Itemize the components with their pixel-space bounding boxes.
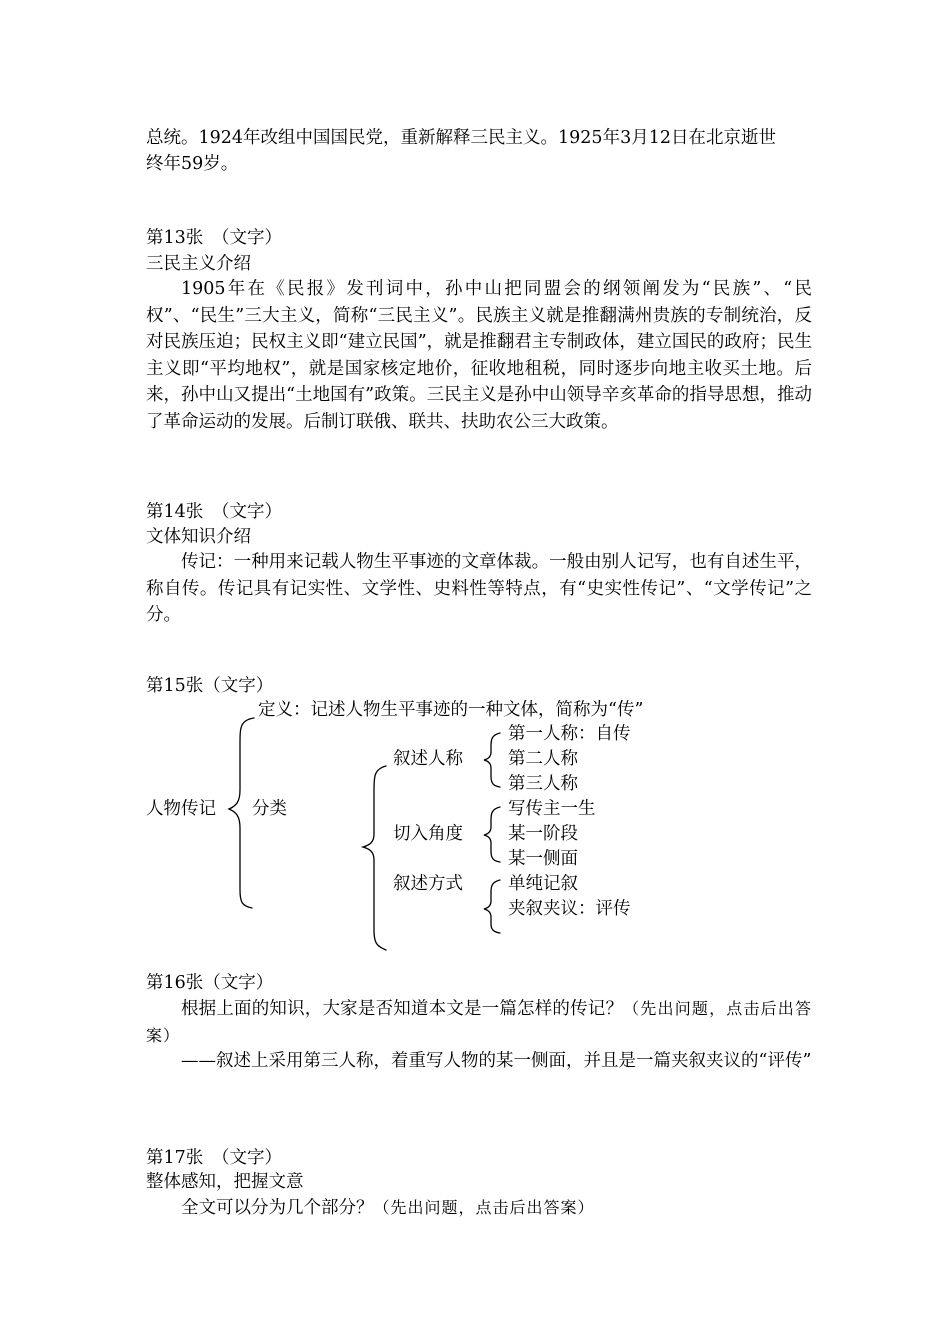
intro-line-2: 终年59岁。 — [146, 154, 239, 174]
diagram-narration-method: 叙述方式 — [393, 874, 463, 894]
diagram-leaf: 写传主一生 — [508, 799, 596, 819]
diagram-classify: 分类 — [252, 799, 287, 819]
slide-14-title: 文体知识介绍 — [146, 527, 251, 547]
brace-root — [229, 718, 254, 908]
slide-15-heading: 第15张（文字） — [146, 676, 274, 696]
diagram-narration-person: 叙述人称 — [393, 749, 463, 769]
slide-13-heading: 第13张 （文字） — [146, 228, 283, 248]
diagram-leaf: 单纯记叙 — [508, 874, 578, 894]
diagram-definition: 定义：记述人物生平事迹的一种文体，简称为“传” — [258, 700, 644, 720]
diagram-leaf: 第二人称 — [508, 749, 578, 769]
slide-17-title: 整体感知，把握文意 — [146, 1172, 304, 1192]
diagram-root: 人物传记 — [146, 799, 216, 819]
slide-13-title: 三民主义介绍 — [146, 254, 251, 274]
question-text: 全文可以分为几个部分？ — [181, 1198, 374, 1218]
slide-16-question — [146, 996, 812, 1049]
question-note: （先出问题，点击后出答案） — [146, 999, 812, 1045]
slide-17-question — [146, 1195, 812, 1222]
brace-narration-method — [484, 880, 500, 933]
slide-16-heading: 第16张（文字） — [146, 973, 274, 993]
diagram-entry-angle: 切入角度 — [393, 824, 463, 844]
slide-13-body: 1905年在《民报》发刊词中，孙中山把同盟会的纲领阐发为“民族”、“民权”、“民生”三大主义，简称“三民主义”。民族主义就是推翻满州贵族的专制统治，反对民族压迫；民权主义即“建立民国”，就是推翻君主专制政体，建立国民的政府；民生主义即“平均地权”，就是国家核定地价，征收地租税，同时逐步向地主收买土地。后来，孙中山又提出“土地国有”政策。三民主义是孙中山领导辛亥革命的指导思想，推动了革命运动的发展。后制订联俄、联共、扶助农公三大政策。 — [146, 279, 812, 432]
diagram-leaf: 第一人称：自传 — [508, 724, 631, 744]
brace-narration-person — [484, 733, 500, 787]
question-text: 根据上面的知识，大家是否知道本文是一篇怎样的传记？ — [181, 999, 624, 1019]
intro-line-1: 总统。1924年改组中国国民党，重新解释三民主义。1925年3月12日在北京逝世 — [146, 128, 776, 148]
diagram-leaf: 第三人称 — [508, 774, 578, 794]
diagram-leaf: 夹叙夹议：评传 — [508, 899, 631, 919]
diagram-leaf: 某一侧面 — [508, 849, 578, 869]
slide-14-body: 传记：一种用来记载人物生平事迹的文章体裁。一般由别人记写，也有自述生平，称自传。传记具有记实性、文学性、史料性等特点，有“史实性传记”、“文学传记”之分。 — [146, 552, 812, 625]
brace-classify — [363, 766, 386, 950]
slide-16-answer: ——叙述上采用第三人称，着重写人物的某一侧面，并且是一篇夹叙夹议的“评传” — [181, 1051, 812, 1071]
slide-14-heading: 第14张 （文字） — [146, 502, 283, 522]
brace-entry-angle — [484, 807, 500, 862]
diagram-leaf: 某一阶段 — [508, 824, 578, 844]
question-note: （先出问题，点击后出答案） — [373, 1198, 595, 1217]
slide-17-heading: 第17张 （文字） — [146, 1148, 283, 1168]
